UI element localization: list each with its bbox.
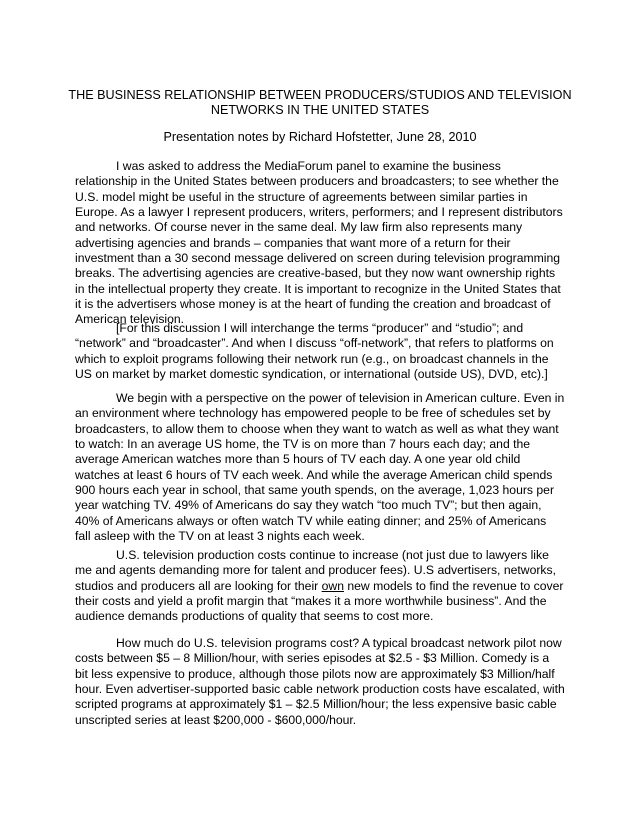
paragraph-tv-culture: We begin with a perspective on the power of television in American culture. Even in an environment where technology has empowered people to be free of schedules set by broadcasters, to allow them to choose when they want to watch as well as what they want to watch: In an average US home, the TV is on more than 7 hours each day; and the average American watches more than 5 hours of TV each day. A one year old child watches at least 6 hours of TV each week. And while the average American child spends 900 hours each year in school, that same youth spends, on the average, 1,023 hours per year watching TV. 49% of Americans do say they watch “too much TV”; but then again, 40% of Americans always or often watch TV while eating dinner; and 25% of Americans fall asleep with the TV on at least 3 nights each week. [75,391,565,544]
paragraph-program-costs: How much do U.S. television programs cost? A typical broadcast network pilot now costs between $5 – 8 Million/hour, with series episodes at $2.5 - $3 Million. Comedy is a bit less expensive to produce, although those pilots now are approximately $3 Million/half hour. Even advertiser-supported basic cable network production costs have escalated, with scripted programs at approximately $1 – $2.5 Million/hour; the less expensive basic cable unscripted series at least $200,000 - $600,000/hour. [75,636,565,727]
paragraph-production-costs-text-start: U.S. television production costs continue to increase (not just due to lawyers like me and agents demanding more for talent and producer fees). U.S advertisers, networks, studios and producers all are looking for their [75,548,556,593]
document-subtitle: Presentation notes by Richard Hofstetter, June 28, 2010 [163,130,477,144]
document-title: THE BUSINESS RELATIONSHIP BETWEEN PRODUCERS/STUDIOS AND TELEVISION NETWORKS IN THE UNITED STATES [68,88,572,117]
paragraph-production-costs-text-end: new models to find the revenue to cover their costs and yield a profit margin that “makes it a more worthwhile business”. And the audience demands productions of quality that seems to cost more. [75,578,564,624]
paragraph-production-costs [75,548,565,625]
paragraph-terminology: [For this discussion I will interchange the terms “producer” and “studio”; and “network” and “broadcaster”. And when I discuss “off-network”, that refers to platforms on which to exploit programs following their network run (e.g., on broadcast channels in the US on market by market domestic syndication, or international (outside US), DVD, etc).] [75,321,554,382]
paragraph-introduction: I was asked to address the MediaForum panel to examine the business relationship in the United States between producers and broadcasters; to see whether the U.S. model might be useful in the structure of agreements between similar parties in Europe. As a lawyer I represent producers, writers, performers; and I represent distributors and networks. Of course never in the same deal. My law firm also represents many advertising agencies and brands – companies that want more of a return for their investment than a 30 second message delivered on screen during television programming breaks. The advertising agencies are creative-based, but they now want ownership rights in the intellectual property they create. It is important to recognize in the United States that it is the advertisers whose money is at the heart of funding the creation and broadcast of American television. [75,159,563,327]
underlined-word-own: own [321,578,344,593]
